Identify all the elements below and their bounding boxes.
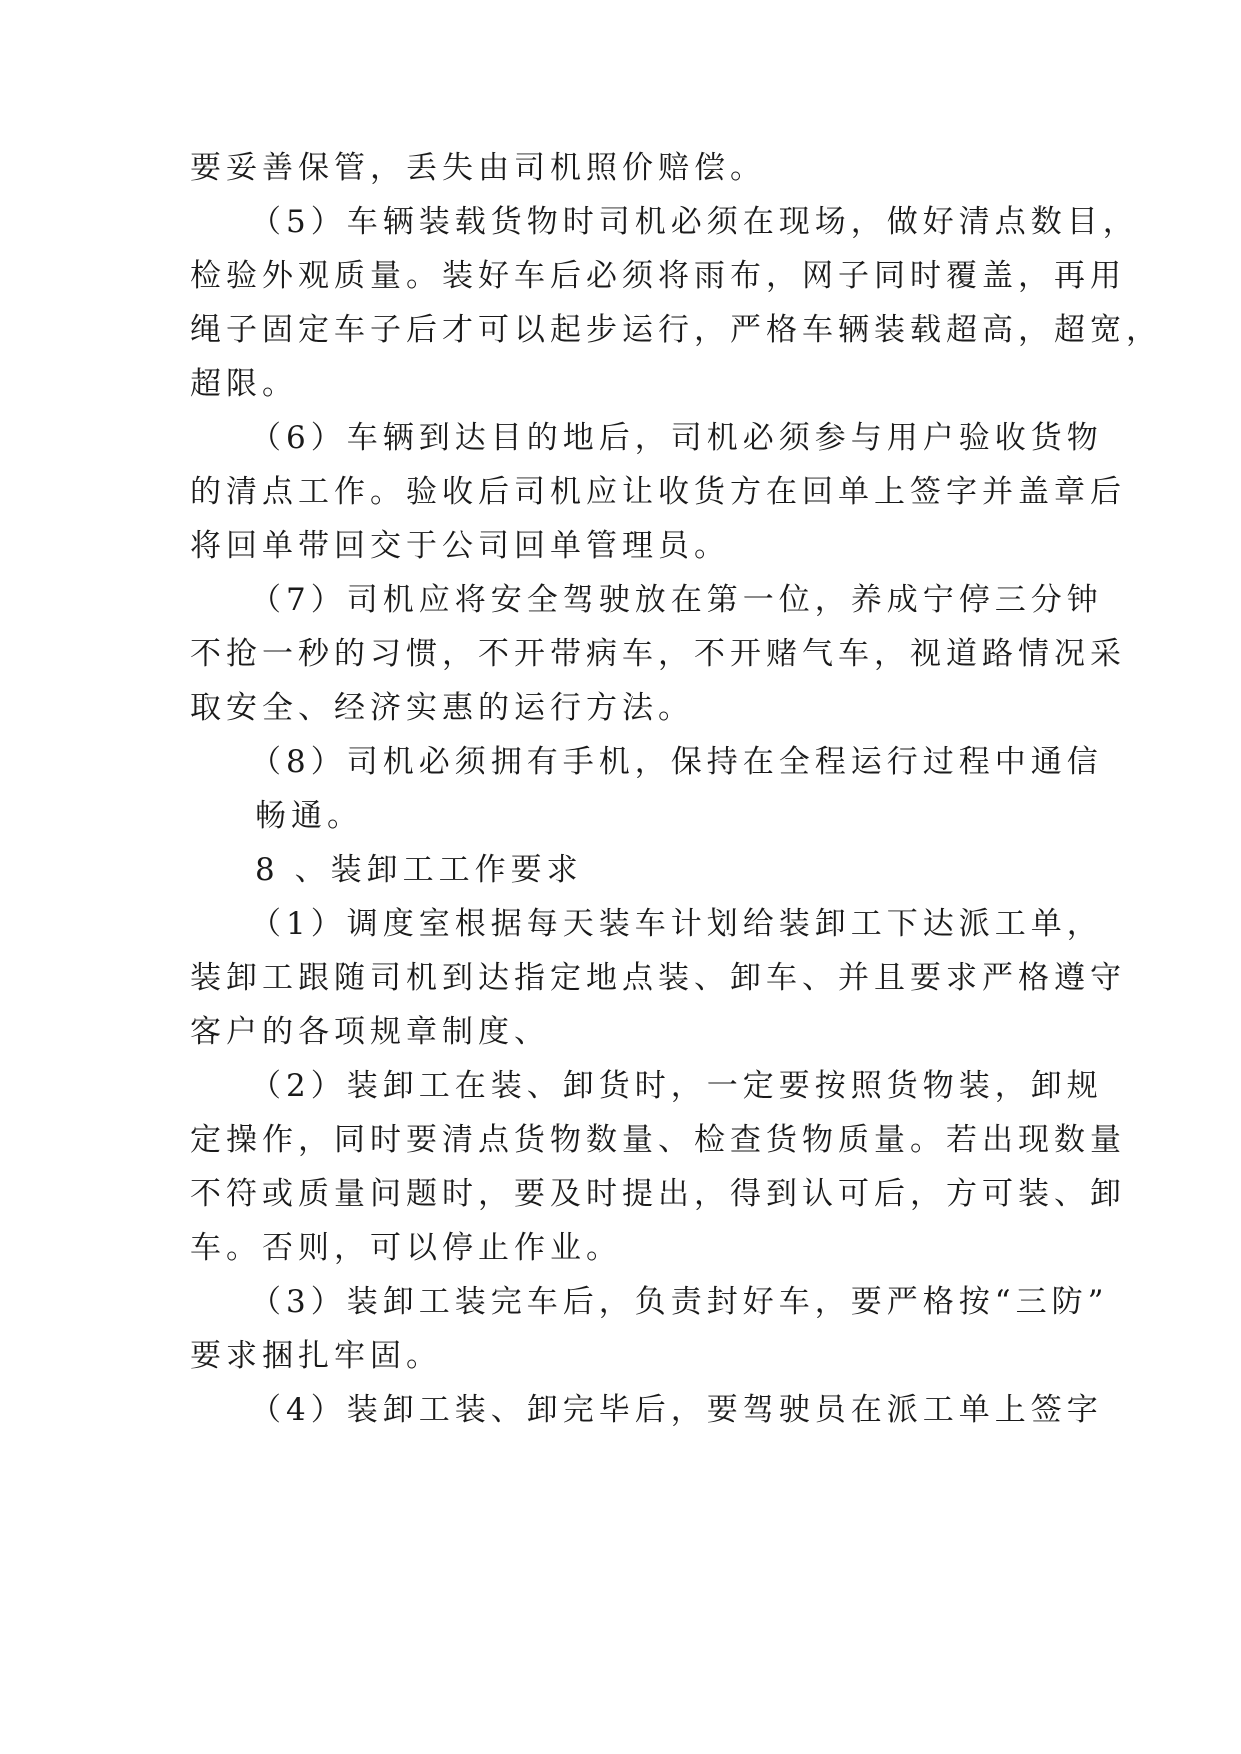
text-line: 要求捆扎牢固。 (190, 1338, 442, 1374)
text-line: 客户的各项规章制度、 (190, 1014, 550, 1050)
text-line: 定操作，同时要清点货物数量、检查货物质量。若出现数量 (190, 1122, 1126, 1158)
text-line: 不抢一秒的习惯，不开带病车，不开赌气车，视道路情况采 (190, 636, 1126, 672)
section-heading: 8 、装卸工工作要求 (255, 852, 583, 888)
text-line: （8）司机必须拥有手机，保持在全程运行过程中通信 (250, 744, 1103, 780)
text-line: （7）司机应将安全驾驶放在第一位，养成宁停三分钟 (250, 582, 1103, 618)
text-line: 将回单带回交于公司回单管理员。 (190, 528, 730, 564)
text-line: 车。否则，可以停止作业。 (190, 1230, 622, 1266)
text-line: 不符或质量问题时，要及时提出，得到认可后，方可装、卸 (190, 1176, 1126, 1212)
text-line: （3）装卸工装完车后，负责封好车，要严格按“三防” (250, 1284, 1109, 1320)
text-line: 畅通。 (255, 798, 363, 834)
text-line: 要妥善保管，丢失由司机照价赔偿。 (190, 150, 766, 186)
text-line: （6）车辆到达目的地后，司机必须参与用户验收货物 (250, 420, 1103, 456)
text-line: 超限。 (190, 366, 298, 402)
text-line: （2）装卸工在装、卸货时，一定要按照货物装，卸规 (250, 1068, 1103, 1104)
text-line: （4）装卸工装、卸完毕后，要驾驶员在派工单上签字 (250, 1392, 1103, 1428)
text-line: 绳子固定车子后才可以起步运行，严格车辆装载超高，超宽， (190, 312, 1162, 348)
text-line: 的清点工作。验收后司机应让收货方在回单上签字并盖章后 (190, 474, 1126, 510)
text-line: （1）调度室根据每天装车计划给装卸工下达派工单， (250, 906, 1103, 942)
text-line: （5）车辆装载货物时司机必须在现场，做好清点数目， (250, 204, 1139, 240)
text-line: 装卸工跟随司机到达指定地点装、卸车、并且要求严格遵守 (190, 960, 1126, 996)
text-line: 检验外观质量。装好车后必须将雨布，网子同时覆盖，再用 (190, 258, 1126, 294)
text-line: 取安全、经济实惠的运行方法。 (190, 690, 694, 726)
